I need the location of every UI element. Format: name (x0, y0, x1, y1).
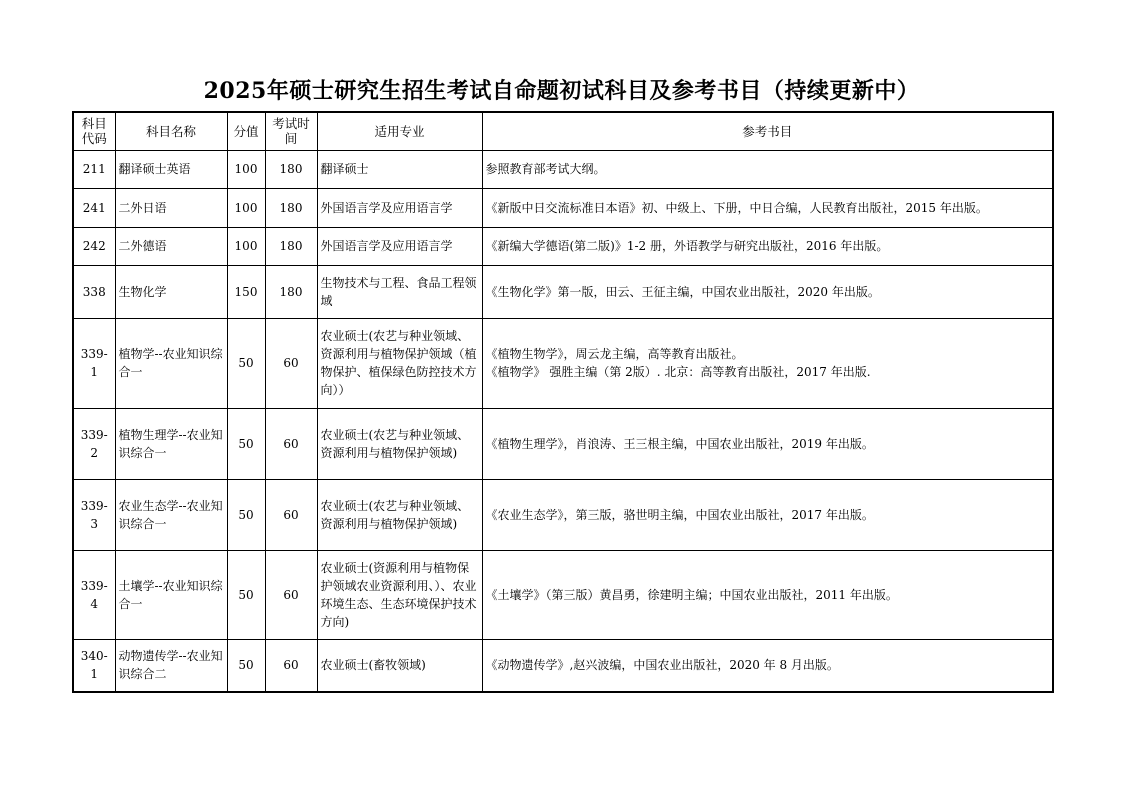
subject-code: 338 (73, 265, 115, 318)
exam-time: 180 (265, 227, 317, 265)
header-subject-name: 科目名称 (115, 112, 227, 150)
reference-books (482, 479, 1053, 550)
applicable-major: 生物技术与工程、食品工程领域 (317, 265, 482, 318)
subject-score: 100 (227, 188, 265, 227)
subject-code: 211 (73, 150, 115, 188)
exam-time: 60 (265, 479, 317, 550)
header-score: 分值 (227, 112, 265, 150)
exam-time: 60 (265, 408, 317, 479)
subject-code: 241 (73, 188, 115, 227)
subject-score: 50 (227, 408, 265, 479)
subject-name: 二外德语 (115, 227, 227, 265)
subject-score: 50 (227, 318, 265, 408)
exam-time: 60 (265, 639, 317, 692)
table-header-row (73, 112, 1053, 150)
reference-books (482, 265, 1053, 318)
subject-code: 340-1 (73, 639, 115, 692)
subject-score: 50 (227, 639, 265, 692)
subject-code: 339-3 (73, 479, 115, 550)
exam-time: 180 (265, 150, 317, 188)
reference-book-line: 《土壤学》（第三版）黄昌勇，徐建明主编；中国农业出版社，2011 年出版。 (485, 587, 898, 602)
subject-name: 翻译硕士英语 (115, 150, 227, 188)
reference-book-line: 《新版中日交流标准日本语》初、中级上、下册，中日合编，人民教育出版社，2015 年出版。 (485, 200, 988, 215)
reference-book-line: 《植物生理学》，肖浪涛、王三根主编，中国农业出版社，2019 年出版。 (485, 436, 874, 451)
reference-book-line: 《动物遗传学》,赵兴波编，中国农业出版社，2020 年 8 月出版。 (485, 658, 839, 673)
header-applicable-major: 适用专业 (317, 112, 482, 150)
applicable-major: 农业硕士(畜牧领域) (317, 639, 482, 692)
subject-score: 100 (227, 150, 265, 188)
reference-books (482, 318, 1053, 408)
exam-time: 180 (265, 188, 317, 227)
table-row (73, 227, 1053, 265)
table-row (73, 550, 1053, 639)
table-row (73, 408, 1053, 479)
applicable-major: 外国语言学及应用语言学 (317, 188, 482, 227)
subject-name: 二外日语 (115, 188, 227, 227)
subject-name: 动物遗传学--农业知识综合二 (115, 639, 227, 692)
subject-code: 339-4 (73, 550, 115, 639)
table-row (73, 188, 1053, 227)
exam-time: 60 (265, 318, 317, 408)
applicable-major: 农业硕士(农艺与种业领域、资源利用与植物保护领域) (317, 479, 482, 550)
header-reference-books: 参考书目 (482, 112, 1053, 150)
table-row (73, 318, 1053, 408)
reference-books (482, 408, 1053, 479)
subject-code: 242 (73, 227, 115, 265)
reference-books (482, 188, 1053, 227)
reference-book-line: 《农业生态学》，第三版，骆世明主编，中国农业出版社，2017 年出版。 (485, 507, 874, 522)
subject-name: 植物学--农业知识综合一 (115, 318, 227, 408)
header-subject-code: 科目代码 (73, 112, 115, 150)
subject-name: 农业生态学--农业知识综合一 (115, 479, 227, 550)
reference-books (482, 639, 1053, 692)
reference-book-line: 《植物生物学》，周云龙主编，高等教育出版社。 (485, 347, 744, 361)
subject-code: 339-2 (73, 408, 115, 479)
applicable-major: 农业硕士(农艺与种业领域、资源利用与植物保护领域) (317, 408, 482, 479)
reference-books (482, 227, 1053, 265)
subject-name: 土壤学--农业知识综合一 (115, 550, 227, 639)
reference-book-line: 《植物学》 强胜主编（第 2版）. 北京：高等教育出版社，2017 年出版. (485, 365, 871, 379)
exam-time: 60 (265, 550, 317, 639)
subject-score: 50 (227, 550, 265, 639)
reference-book-line: 《生物化学》第一版，田云、王征主编，中国农业出版社，2020 年出版。 (485, 284, 880, 299)
table-row (73, 639, 1053, 692)
reference-book-line: 参照教育部考试大纲。 (485, 162, 606, 176)
subject-score: 150 (227, 265, 265, 318)
subject-name: 植物生理学--农业知识综合一 (115, 408, 227, 479)
table-row (73, 265, 1053, 318)
subject-score: 50 (227, 479, 265, 550)
applicable-major: 翻译硕士 (317, 150, 482, 188)
subject-name: 生物化学 (115, 265, 227, 318)
subject-code: 339-1 (73, 318, 115, 408)
exam-subjects-table (72, 111, 1054, 693)
table-row (73, 479, 1053, 550)
header-exam-time: 考试时间 (265, 112, 317, 150)
applicable-major: 农业硕士(资源利用与植物保护领域农业资源利用、）、农业环境生态、生态环境保护技术方向) (317, 550, 482, 639)
page-title: 2025年硕士研究生招生考试自命题初试科目及参考书目（持续更新中） (203, 78, 920, 104)
subject-score: 100 (227, 227, 265, 265)
reference-books (482, 150, 1053, 188)
applicable-major: 外国语言学及应用语言学 (317, 227, 482, 265)
exam-time: 180 (265, 265, 317, 318)
table-row (73, 150, 1053, 188)
reference-book-line: 《新编大学德语(第二版)》1-2 册，外语教学与研究出版社，2016 年出版。 (485, 239, 889, 253)
reference-books (482, 550, 1053, 639)
applicable-major: 农业硕士(农艺与种业领域、资源利用与植物保护领域（植物保护、植保绿色防控技术方向）） (317, 318, 482, 408)
